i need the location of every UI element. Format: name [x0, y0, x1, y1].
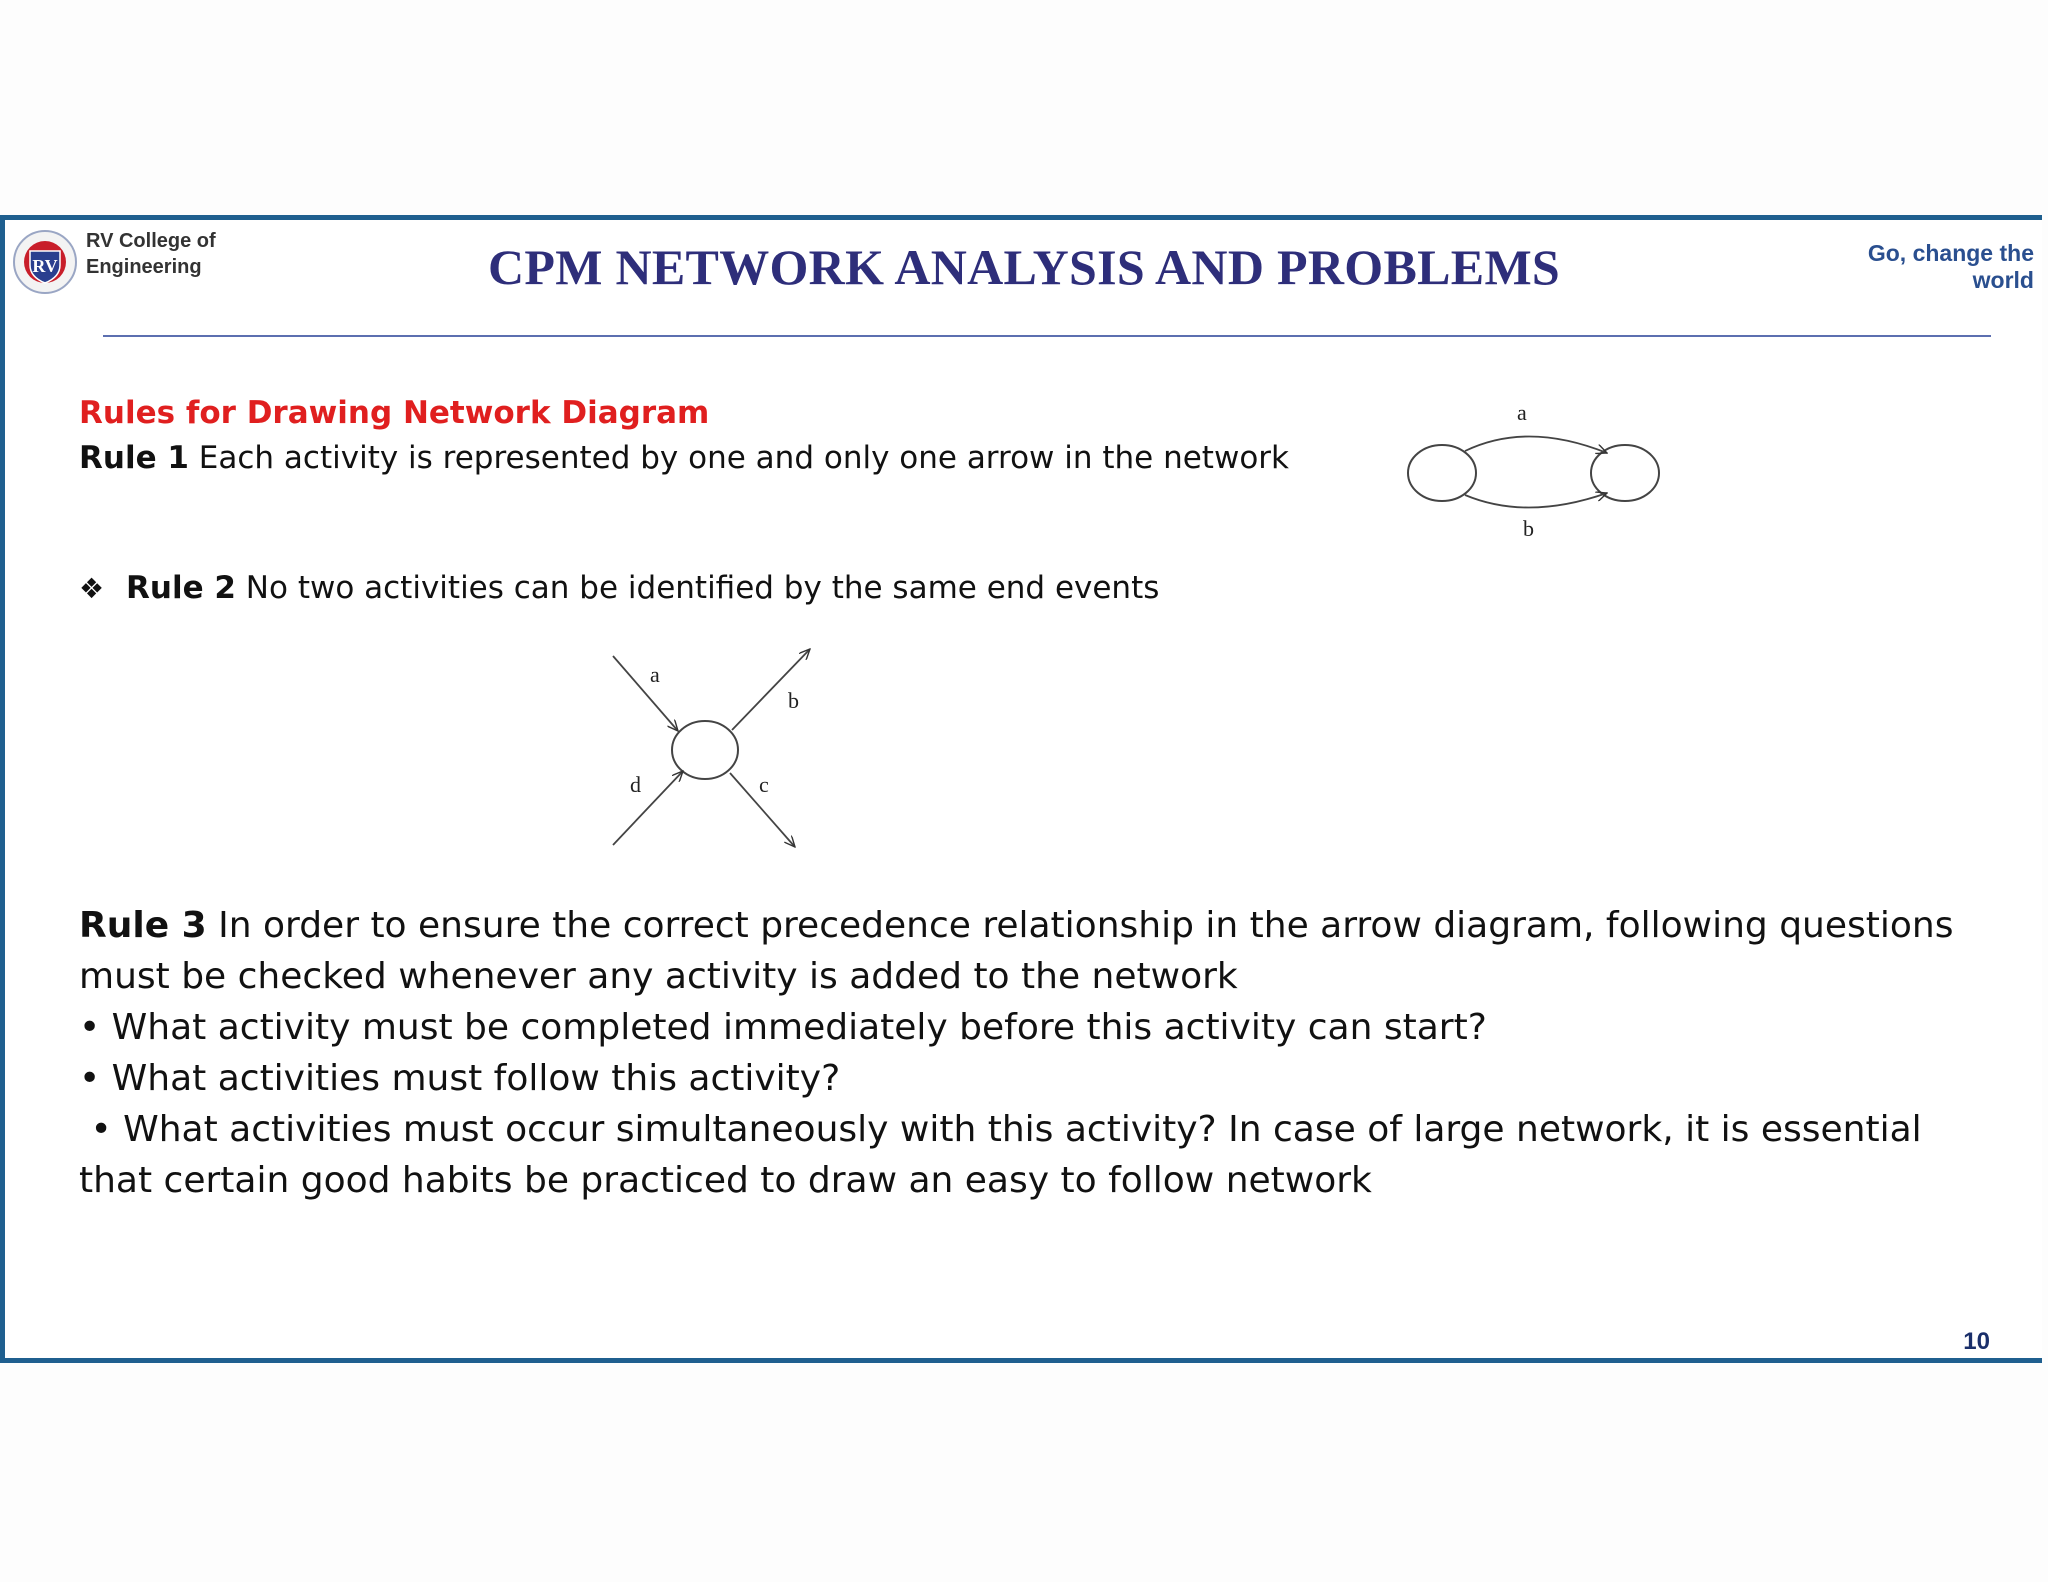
- rule-2-diagram: [600, 640, 830, 855]
- center-node: [672, 721, 738, 779]
- label-c: c: [759, 772, 769, 797]
- logo-text: RV: [32, 256, 58, 276]
- tagline-line1: Go, change the: [1867, 240, 2034, 266]
- rule-1-text: Each activity is represented by one and only one arrow in the network: [188, 440, 1289, 476]
- rule-2-text: No two activities can be identified by the same end events: [235, 570, 1160, 606]
- section-heading: Rules for Drawing Network Diagram: [79, 395, 710, 431]
- rule-3-intro: [79, 900, 1979, 1002]
- label-a: a: [650, 662, 660, 687]
- rule-3: [79, 900, 1979, 1206]
- arrow-a: [613, 656, 678, 731]
- rule-3-bullet-3: • What activities must occur simultaneously with this activity? In case of large network, it is essential that certain good habits be practiced to draw an easy to follow network: [79, 1109, 1934, 1201]
- rule-1: [79, 440, 1289, 476]
- label-b: b: [788, 688, 799, 713]
- rule-3-text: In order to ensure the correct precedence relationship in the arrow diagram, following questions must be checked whenever any activity is added to the network: [79, 905, 1954, 997]
- diamond-bullet-icon: ❖: [79, 572, 105, 605]
- label-d: d: [630, 772, 641, 797]
- page-title: CPM NETWORK ANALYSIS AND PROBLEMS: [487, 239, 1561, 295]
- rule-1-diagram: [1395, 395, 1670, 545]
- label-b: b: [1523, 516, 1534, 541]
- node-2: [1591, 445, 1659, 501]
- arrow-a: [1465, 436, 1607, 453]
- node-1: [1408, 445, 1476, 501]
- rule-3-bullet-1: • What activity must be completed immediately before this activity can start?: [79, 1007, 1487, 1048]
- rule-1-label: Rule 1: [79, 440, 189, 476]
- title-divider: [103, 335, 1991, 337]
- arrow-d: [613, 771, 683, 845]
- college-name-line1: RV College of: [86, 230, 216, 252]
- rule-2: [79, 570, 1159, 606]
- tagline: [1774, 240, 2034, 294]
- rule-3-label: Rule 3: [79, 905, 207, 946]
- rule-2-label: Rule 2: [126, 570, 236, 606]
- page-number: 10: [1963, 1328, 1990, 1355]
- rule-3-bullet-2: • What activities must follow this activity?: [79, 1058, 841, 1099]
- college-name-line2: Engineering: [86, 256, 202, 278]
- arrow-b: [1465, 493, 1607, 508]
- label-a: a: [1517, 400, 1527, 425]
- tagline-line2: world: [1972, 267, 2034, 293]
